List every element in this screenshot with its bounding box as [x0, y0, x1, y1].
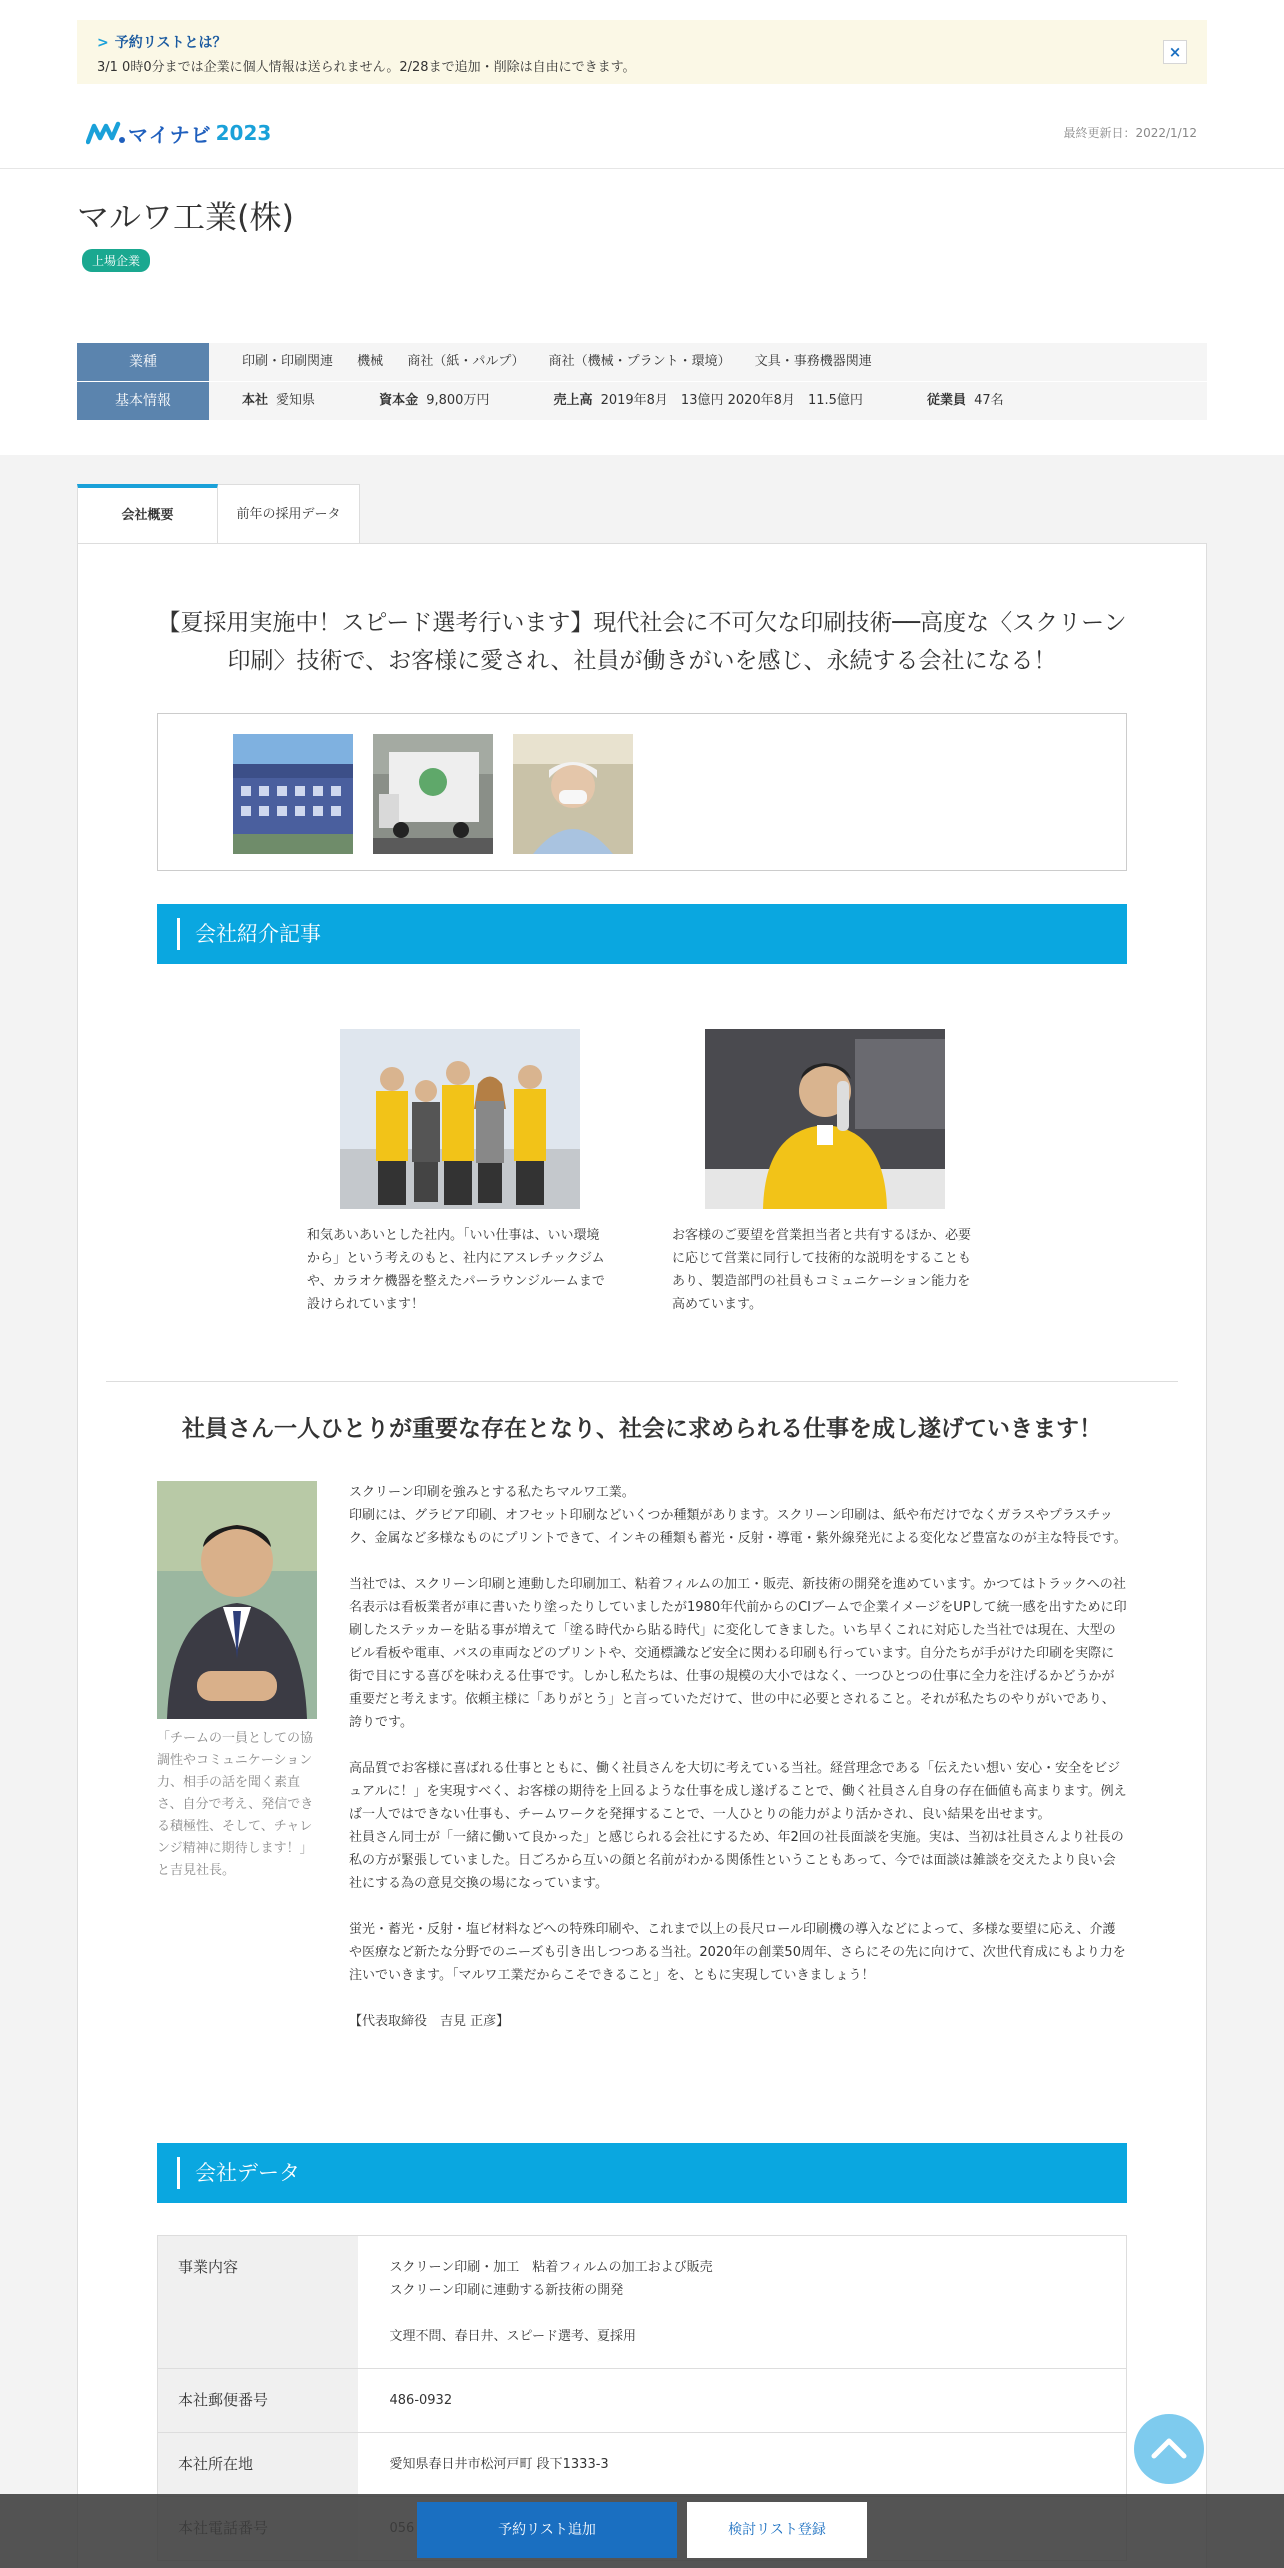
table-value: 486-0932 — [358, 2369, 1127, 2433]
employees-label: 従業員 — [927, 393, 967, 408]
sales-info — [554, 393, 883, 408]
table-key: 本社所在地 — [158, 2433, 358, 2497]
hq-info — [242, 393, 335, 408]
header-divider — [0, 168, 1284, 169]
sales-label: 売上高 — [553, 393, 593, 408]
notice-title[interactable] — [97, 32, 226, 52]
article-caption: 和気あいあいとした社内。「いい仕事は、いい環境から」という考えのもと、社内にアスレチックジムや、カラオケ機器を整えたパーラウンジルームまで設けられています！ — [307, 1228, 605, 1312]
capital-info — [379, 393, 509, 408]
reservation-notice — [77, 20, 1207, 84]
ceo-photo-caption: 「チームの一員としての協調性やコミュニケーション力、相手の話を聞く素直さ、自分で考え、発信できる積極性、そして、チャレンジ精神に期待します！」と吉見社長。 — [157, 1731, 314, 1878]
mynavi-logo[interactable] — [86, 116, 271, 150]
capital-label: 資本金 — [379, 393, 419, 408]
message-title: 社員さん一人ひとりが重要な存在となり、社会に求められる仕事を成し遂げていきます！ — [182, 1416, 1102, 1442]
employees-value: 47名 — [974, 393, 1004, 408]
brand-name: マイナビ — [128, 122, 212, 147]
hq-label: 本社 — [242, 393, 269, 408]
section-divider — [106, 1381, 1178, 1382]
mynavi-mark-icon — [86, 120, 126, 146]
gallery-photo-truck[interactable] — [373, 734, 493, 854]
brand-year: 2023 — [215, 121, 272, 145]
basic-info-row — [77, 382, 1207, 420]
add-reservation-list-button[interactable]: 予約リスト追加 — [417, 2502, 677, 2558]
tab-previous-recruitment[interactable]: 前年の採用データ — [218, 484, 360, 544]
section-accent-line — [177, 2157, 180, 2189]
sales-value: 2019年8月 13億円 2020年8月 11.5億円 — [600, 393, 863, 408]
section-accent-line — [177, 918, 180, 950]
table-row — [158, 2369, 1127, 2433]
message-paragraph: 蛍光・蓄光・反射・塩ビ材料などへの特殊印刷や、これまで以上の長尺ロール印刷機の導入などによって、多様な要望に応え、介護や医療など新たな分野でのニーズも引き出しつつある当社。2020年の創業50周年、さらにその先に向けて、次世代育成にもより力を注いでいきます。「マルワ工業だからこそできること」を、ともに実現していきましょう！ — [349, 1922, 1126, 1983]
company-name: マルワ工業(株) — [77, 198, 294, 236]
table-value: 愛知県春日井市松河戸町 段下1333-3 — [358, 2433, 1127, 2497]
register-consideration-list-button[interactable]: 検討リスト登録 — [687, 2502, 867, 2558]
section-title: 会社紹介記事 — [195, 922, 321, 946]
close-icon[interactable]: × — [1163, 40, 1187, 64]
basic-info-values — [209, 382, 1207, 420]
industry-item: 機械 — [357, 354, 384, 369]
hq-value: 愛知県 — [276, 393, 316, 408]
gallery-photo-worker[interactable] — [513, 734, 633, 854]
table-value: スクリーン印刷・加工 粘着フィルムの加工および販売 スクリーン印刷に連動する新技術の開発 文理不問、春日井、スピード選考、夏採用 — [358, 2236, 1127, 2369]
tab-company-overview[interactable]: 会社概要 — [77, 484, 218, 544]
section-header-company-data — [157, 2143, 1127, 2203]
industry-values — [209, 343, 1207, 381]
industry-item: 印刷・印刷関連 — [242, 354, 334, 369]
article-caption: お客様のご要望を営業担当者と共有するほか、必要に応じて営業に同行して技術的な説明をすることもあり、製造部門の社員もコミュニケーション能力を高めています。 — [672, 1228, 972, 1312]
message-body — [349, 1481, 1127, 2033]
employees-info — [927, 393, 1024, 408]
industry-label: 業種 — [77, 343, 209, 381]
message-paragraph: 当社では、スクリーン印刷と連動した印刷加工、粘着フィルムの加工・販売、新技術の開発を進めています。かつてはトラックへの社名表示は看板業者が車に書いたり塗ったりしていましたが1980年代前からのCIブームで企業イメージをUPして統一感を出すために印刷したステッカーを貼る事が増えて「塗る時代から貼る時代」に変化してきました。いち早くこれに対応した当社では現在、大型のビル看板や電車、バスの車両などのプリントや、交通標識など安全に関わる印刷も行っています。自分たちが手がけた印刷を実際に街で目にする喜びを味わえる仕事です。しかし私たちは、仕事の規模の大小ではなく、一つひとつの仕事に全力を注げるかどうかが重要だと考えます。依頼主様に「ありがとう」と言っていただけて、世の中に必要とされること。それが私たちのやりがいであり、誇りです。 — [349, 1577, 1127, 1730]
gallery-photo-building[interactable] — [233, 734, 353, 854]
article-photo-team — [340, 1029, 580, 1209]
message-signature: 【代表取締役 吉見 正彦】 — [349, 2014, 510, 2029]
basic-info-label: 基本情報 — [77, 382, 209, 420]
chevron-up-icon — [1134, 2414, 1204, 2484]
table-row — [158, 2236, 1127, 2369]
last-updated: 最終更新日：2022/1/12 — [1063, 126, 1197, 140]
scroll-to-top-button[interactable] — [1134, 2414, 1204, 2484]
chevron-right-icon: > — [97, 35, 109, 51]
notice-description: 3/1 0時0分までは企業に個人情報は送られません。2/28まで追加・削除は自由にできます。 — [97, 60, 636, 75]
industry-item: 文具・事務機器関連 — [754, 354, 872, 369]
industry-item: 商社（機械・プラント・環境） — [548, 354, 731, 369]
section-header-articles — [157, 904, 1127, 964]
table-key: 本社郵便番号 — [158, 2369, 358, 2433]
ceo-photo — [157, 1481, 317, 1719]
message-paragraph: 高品質でお客様に喜ばれる仕事とともに、働く社員さんを大切に考えている当社。経営理念である「伝えたい想い 安心・安全をビジュアルに！」を実現すべく、お客様の期待を上回るような仕事を成し遂げることで、働く社員さん自身の存在価値も高まります。例えば一人ではできない仕事も、チームワークを発揮することで、一人ひとりの能力がより活かされ、良い結果を出せます。 社員さん同士が「一緒に働いて良かった」と感じられる会社にするため、年2回の社長面談を実施。実は、当初は社員さんより社長の私の方が緊張していました。日ごろから互いの顔と名前がわかる関係性ということもあって、今では面談は雑談を交えたより良い会社にする為の意見交換の場になっています。 — [349, 1761, 1127, 1891]
article-photo-phone — [705, 1029, 945, 1209]
listed-badge: 上場企業 — [82, 249, 150, 272]
message-paragraph: スクリーン印刷を強みとする私たちマルワ工業。 印刷には、グラビア印刷、オフセット印刷などいくつか種類があります。スクリーン印刷は、紙や布だけでなくガラスやプラスチック、金属など多様なものにプリントできて、インキの種類も蓄光・反射・導電・紫外線発光による変化など豊富なのが主な特長です。 — [349, 1485, 1127, 1546]
table-row — [158, 2433, 1127, 2497]
industry-row — [77, 343, 1207, 381]
capital-value: 9,800万円 — [426, 393, 490, 408]
table-key: 事業内容 — [158, 2236, 358, 2369]
catch-copy: 【夏採用実施中！スピード選考行います】現代社会に不可欠な印刷技術──高度な〈スクリーン印刷〉技術で、お客様に愛され、社員が働きがいを感じ、永続する会社になる！ — [157, 610, 1127, 674]
photo-gallery — [157, 713, 1127, 871]
industry-item: 商社（紙・パルプ） — [407, 354, 525, 369]
section-title: 会社データ — [195, 2161, 300, 2185]
notice-title-link[interactable]: 予約リストとは？ — [114, 35, 227, 51]
